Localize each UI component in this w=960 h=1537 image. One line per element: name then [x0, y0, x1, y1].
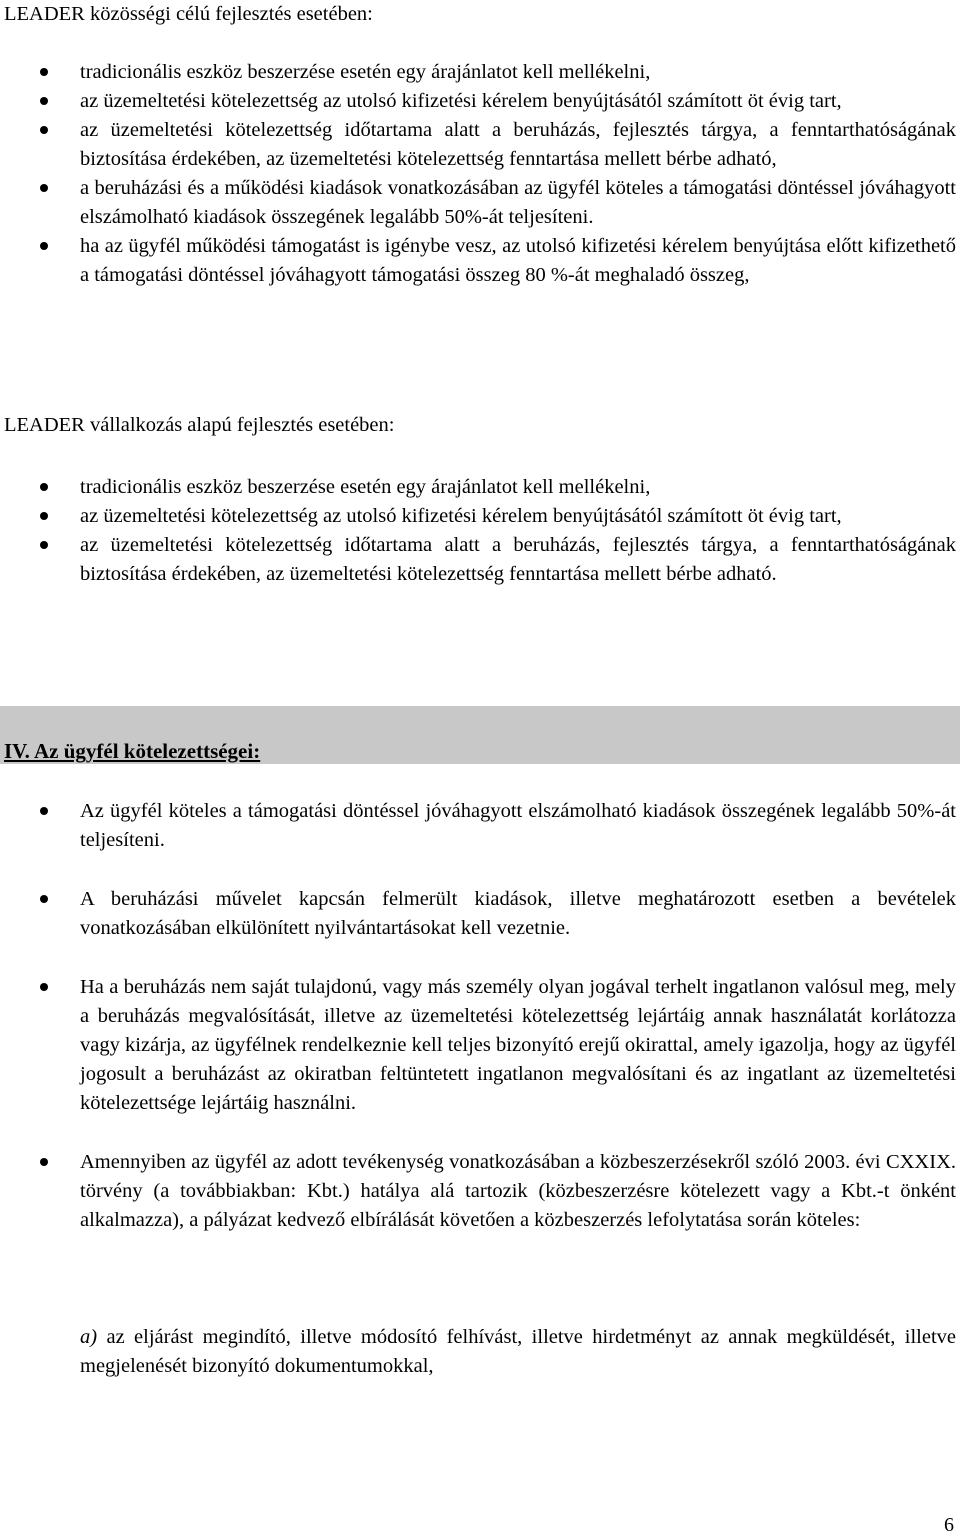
section-title: IV. Az ügyfél kötelezettségei:	[4, 739, 261, 763]
list-item: az üzemeltetési kötelezettség az utolsó kifizetési kérelem benyújtásától számított öt évig tart,	[0, 87, 960, 116]
bullet-icon	[40, 242, 48, 250]
list-item: Az ügyfél köteles a támogatási döntéssel jóváhagyott elszámolható kiadások összegének legalább 50%-át teljesíteni.	[0, 797, 960, 855]
list-item: az üzemeltetési kötelezettség időtartama alatt a beruházás, fejlesztés tárgya, a fenntarthatóságának biztosítása érdekében, az üzemeltetési kötelezettség fenntartása mellett bérbe adható,	[0, 116, 960, 174]
list-item: A beruházási művelet kapcsán felmerült kiadások, illetve meghatározott esetben a bevételek vonatkozásában elkülönített nyilvántartásokat kell vezetnie.	[0, 885, 960, 943]
bullet-icon	[40, 1158, 48, 1166]
community-conditions-list	[0, 58, 960, 290]
enterprise-conditions-list	[0, 473, 960, 589]
sub-item-a	[80, 1323, 956, 1381]
bullet-icon	[40, 512, 48, 520]
page-number: 6	[944, 1514, 954, 1536]
bullet-icon	[40, 983, 48, 991]
bullet-icon	[40, 184, 48, 192]
bullet-icon	[40, 483, 48, 491]
list-item: tradicionális eszköz beszerzése esetén egy árajánlatot kell mellékelni,	[0, 58, 960, 87]
sub-item-a-label: a)	[80, 1326, 98, 1348]
list-item: Amennyiben az ügyfél az adott tevékenység vonatkozásában a közbeszerzésekről szóló 2003. évi CXXIX. törvény (a továbbiakban: Kbt.) hatálya alá tartozik (közbeszerzésre kötelezett vagy a Kbt.-t önként alkalmazza), a pályázat kedvező elbírálását követően a közbeszerzés lefolytatása során köteles:	[0, 1148, 960, 1235]
list-item: tradicionális eszköz beszerzése esetén egy árajánlatot kell mellékelni,	[0, 473, 960, 502]
list-item: az üzemeltetési kötelezettség időtartama alatt a beruházás, fejlesztés tárgya, a fenntarthatóságának biztosítása érdekében, az üzemeltetési kötelezettség fenntartása mellett bérbe adható.	[0, 531, 960, 589]
bullet-icon	[40, 541, 48, 549]
list-item: az üzemeltetési kötelezettség az utolsó kifizetési kérelem benyújtásától számított öt évig tart,	[0, 502, 960, 531]
list-item: a beruházási és a működési kiadások vonatkozásában az ügyfél köteles a támogatási döntéssel jóváhagyott elszámolható kiadások összegének legalább 50%-át teljesíteni.	[0, 174, 960, 232]
bullet-icon	[40, 68, 48, 76]
bullet-icon	[40, 807, 48, 815]
obligations-list	[0, 797, 960, 1235]
bullet-icon	[40, 126, 48, 134]
sub-item-a-text: az eljárást megindító, illetve módosító felhívást, illetve hirdetményt az annak megküldését, illetve megjelenését bizonyító dokumentumokkal,	[80, 1326, 956, 1377]
bullet-icon	[40, 97, 48, 105]
list-item: ha az ügyfél működési támogatást is igénybe vesz, az utolsó kifizetési kérelem benyújtása előtt kifizethető a támogatási döntéssel jóváhagyott támogatási összeg 80 %-át meghaladó összeg,	[0, 232, 960, 290]
list-item: Ha a beruházás nem saját tulajdonú, vagy más személy olyan jogával terhelt ingatlanon valósul meg, mely a beruházás megvalósítását, illetve az üzemeltetési kötelezettség lejártáig annak használatát korlátozza vagy kizárja, az ügyfélnek rendelkeznie kell teljes bizonyító erejű okirattal, amely igazolja, hogy az ügyfél jogosult a beruházást az okiratban feltüntetett ingatlanon megvalósítani és az ingatlant az üzemeltetési kötelezettsége lejártáig használni.	[0, 973, 960, 1118]
section-heading-community: LEADER közösségi célú fejlesztés esetében:	[4, 3, 373, 25]
bullet-icon	[40, 895, 48, 903]
section-heading-enterprise: LEADER vállalkozás alapú fejlesztés esetében:	[4, 414, 395, 436]
